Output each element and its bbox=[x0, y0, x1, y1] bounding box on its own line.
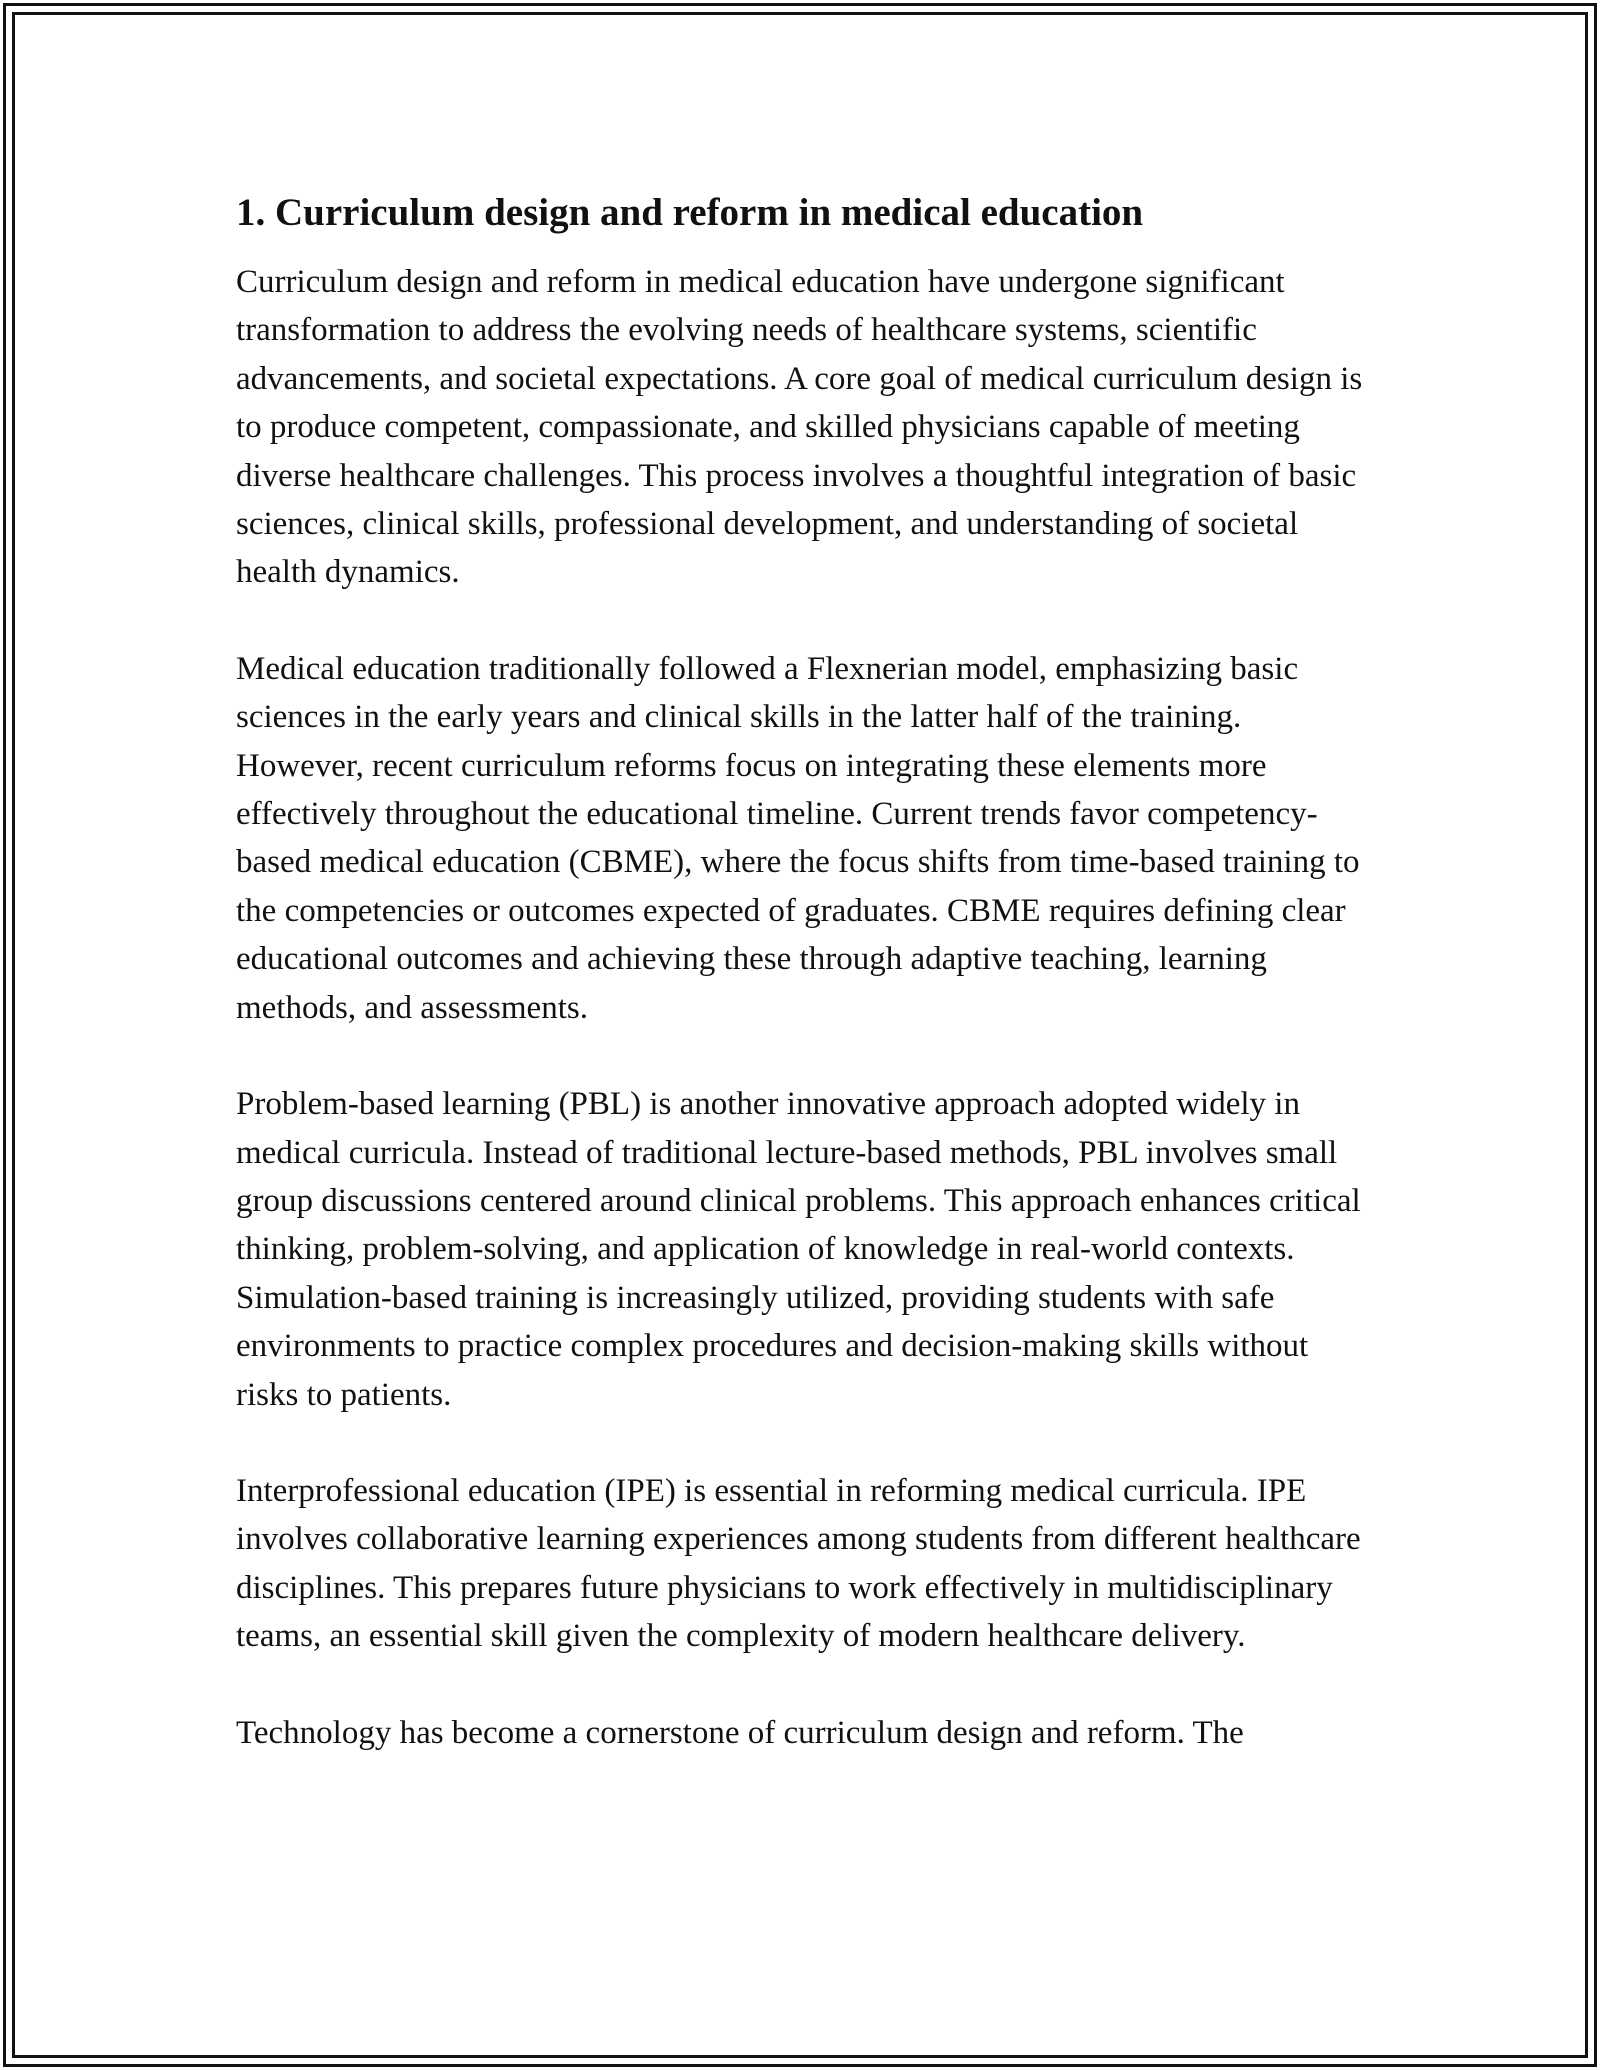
paragraph-2: Medical education traditionally followed a Flexnerian model, emphasizing basic sciences in the early years and clinical skills in the latter half of the training. However, recent curriculum reforms focus on integrating these elements more effectively throughout the educational timeline. Current trends favor competency-based medical education (CBME), where the focus shifts from time-based training to the competencies or outcomes expected of graduates. CBME requires defining clear educational outcomes and achieving these through adaptive teaching, learning methods, and assessments. bbox=[236, 650, 1360, 1026]
document-body bbox=[236, 186, 1376, 1805]
paragraph-5: Technology has become a cornerstone of curriculum design and reform. The bbox=[236, 1714, 1244, 1751]
paragraph-4: Interprofessional education (IPE) is essential in reforming medical curricula. IPE involves collaborative learning experiences among students from different healthcare disciplines. This prepares future physicians to work effectively in multidisciplinary teams, an essential skill given the complexity of modern healthcare delivery. bbox=[236, 1472, 1361, 1655]
section-heading: 1. Curriculum design and reform in medical education bbox=[236, 191, 1144, 234]
paragraph-3: Problem-based learning (PBL) is another innovative approach adopted widely in medical curricula. Instead of traditional lecture-based methods, PBL involves small group discussions centered around clinical problems. This approach enhances critical thinking, problem-solving, and application of knowledge in real-world contexts. Simulation-based training is increasingly utilized, providing students with safe environments to practice complex procedures and decision-making skills without risks to patients. bbox=[236, 1086, 1361, 1413]
paragraph-1: Curriculum design and reform in medical education have undergone significant transformation to address the evolving needs of healthcare systems, scientific advancements, and societal expectations. A core goal of medical curriculum design is to produce competent, compassionate, and skilled physicians capable of meeting diverse healthcare challenges. This process involves a thoughtful integration of basic sciences, clinical skills, professional development, and understanding of societal health dynamics. bbox=[236, 264, 1363, 591]
